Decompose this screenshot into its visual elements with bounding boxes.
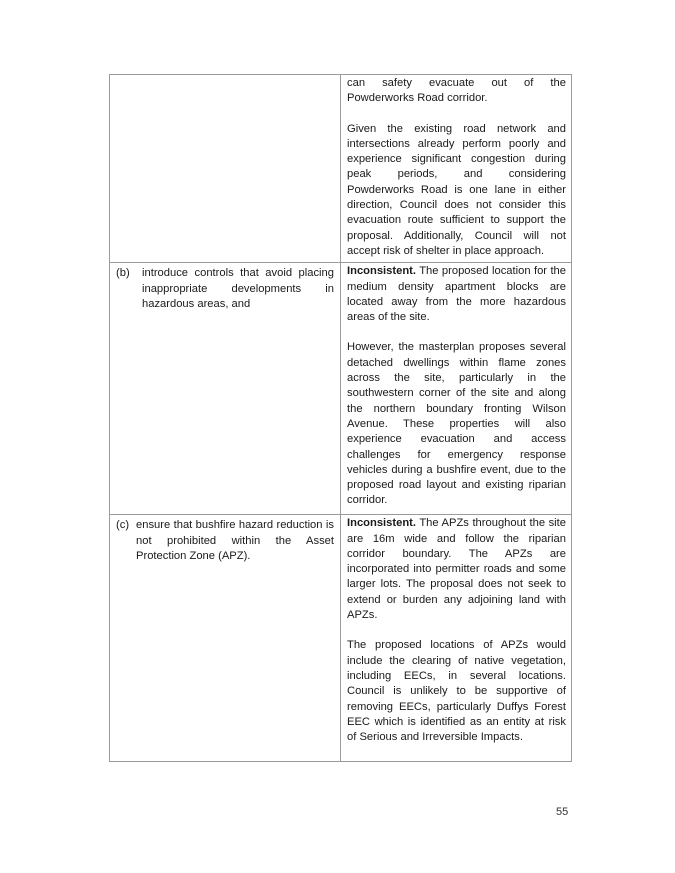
assessment-paragraph: can safety evacuate out of the Powderworks Road corridor. — [347, 77, 566, 105]
objective-cell — [110, 515, 341, 762]
bushfire-assessment-table — [109, 74, 572, 762]
table-row — [110, 515, 572, 762]
objective-item — [116, 266, 334, 312]
assessment-text: The APZs throughout the site are 16m wide and follow the riparian corridor boundary. The APZs are incorporated into permitter roads and some larger lots. The proposal does not seek to extend or burden any adjoining land with APZs. — [347, 517, 566, 622]
objective-cell — [110, 75, 341, 263]
assessment-paragraph: The proposed locations of APZs would include the clearing of native vegetation, including EECs, in several locations. Council is unlikely to be supportive of removing EECs, particularly Duffys Forest EEC which is identified as an entity at risk of Serious and Irreversible Impacts. — [347, 639, 566, 744]
table-row — [110, 75, 572, 263]
assessment-paragraph — [347, 264, 566, 325]
assessment-cell — [341, 75, 572, 263]
assessment-cell — [341, 263, 572, 515]
assessment-paragraph: However, the masterplan proposes several detached dwellings within flame zones across the site, particularly in the southwestern corner of the site and along the northern boundary fronting Wilson Avenue. These properties will also experience evacuation and access challenges for emergency response vehicles during a bushfire event, due to the proposed road layout and existing riparian corridor. — [347, 341, 566, 507]
objective-cell — [110, 263, 341, 515]
assessment-text: The proposed location for the medium density apartment blocks are located away from the more hazardous areas of the site. — [347, 265, 566, 324]
table-row — [110, 263, 572, 515]
assessment-paragraph: Given the existing road network and intersections already perform poorly and experience significant congestion during peak periods, and considering Powderworks Road is one lane in either direction, Council does not consider this evacuation route sufficient to support the proposal. Additionally, Council will not accept risk of shelter in place approach. — [347, 122, 566, 257]
assessment-paragraph — [347, 516, 566, 623]
objective-label: (c) — [116, 519, 130, 532]
objective-label: (b) — [116, 267, 130, 280]
page-number: 55 — [556, 806, 569, 818]
objective-item — [116, 518, 334, 564]
objective-text: introduce controls that avoid placing inappropriate developments in hazardous areas, and — [142, 267, 334, 310]
status-label: Inconsistent. — [347, 265, 416, 278]
assessment-cell — [341, 515, 572, 762]
objective-text: ensure that bushfire hazard reduction is not prohibited within the Asset Protection Zone (APZ). — [136, 519, 334, 562]
status-label: Inconsistent. — [347, 517, 416, 530]
